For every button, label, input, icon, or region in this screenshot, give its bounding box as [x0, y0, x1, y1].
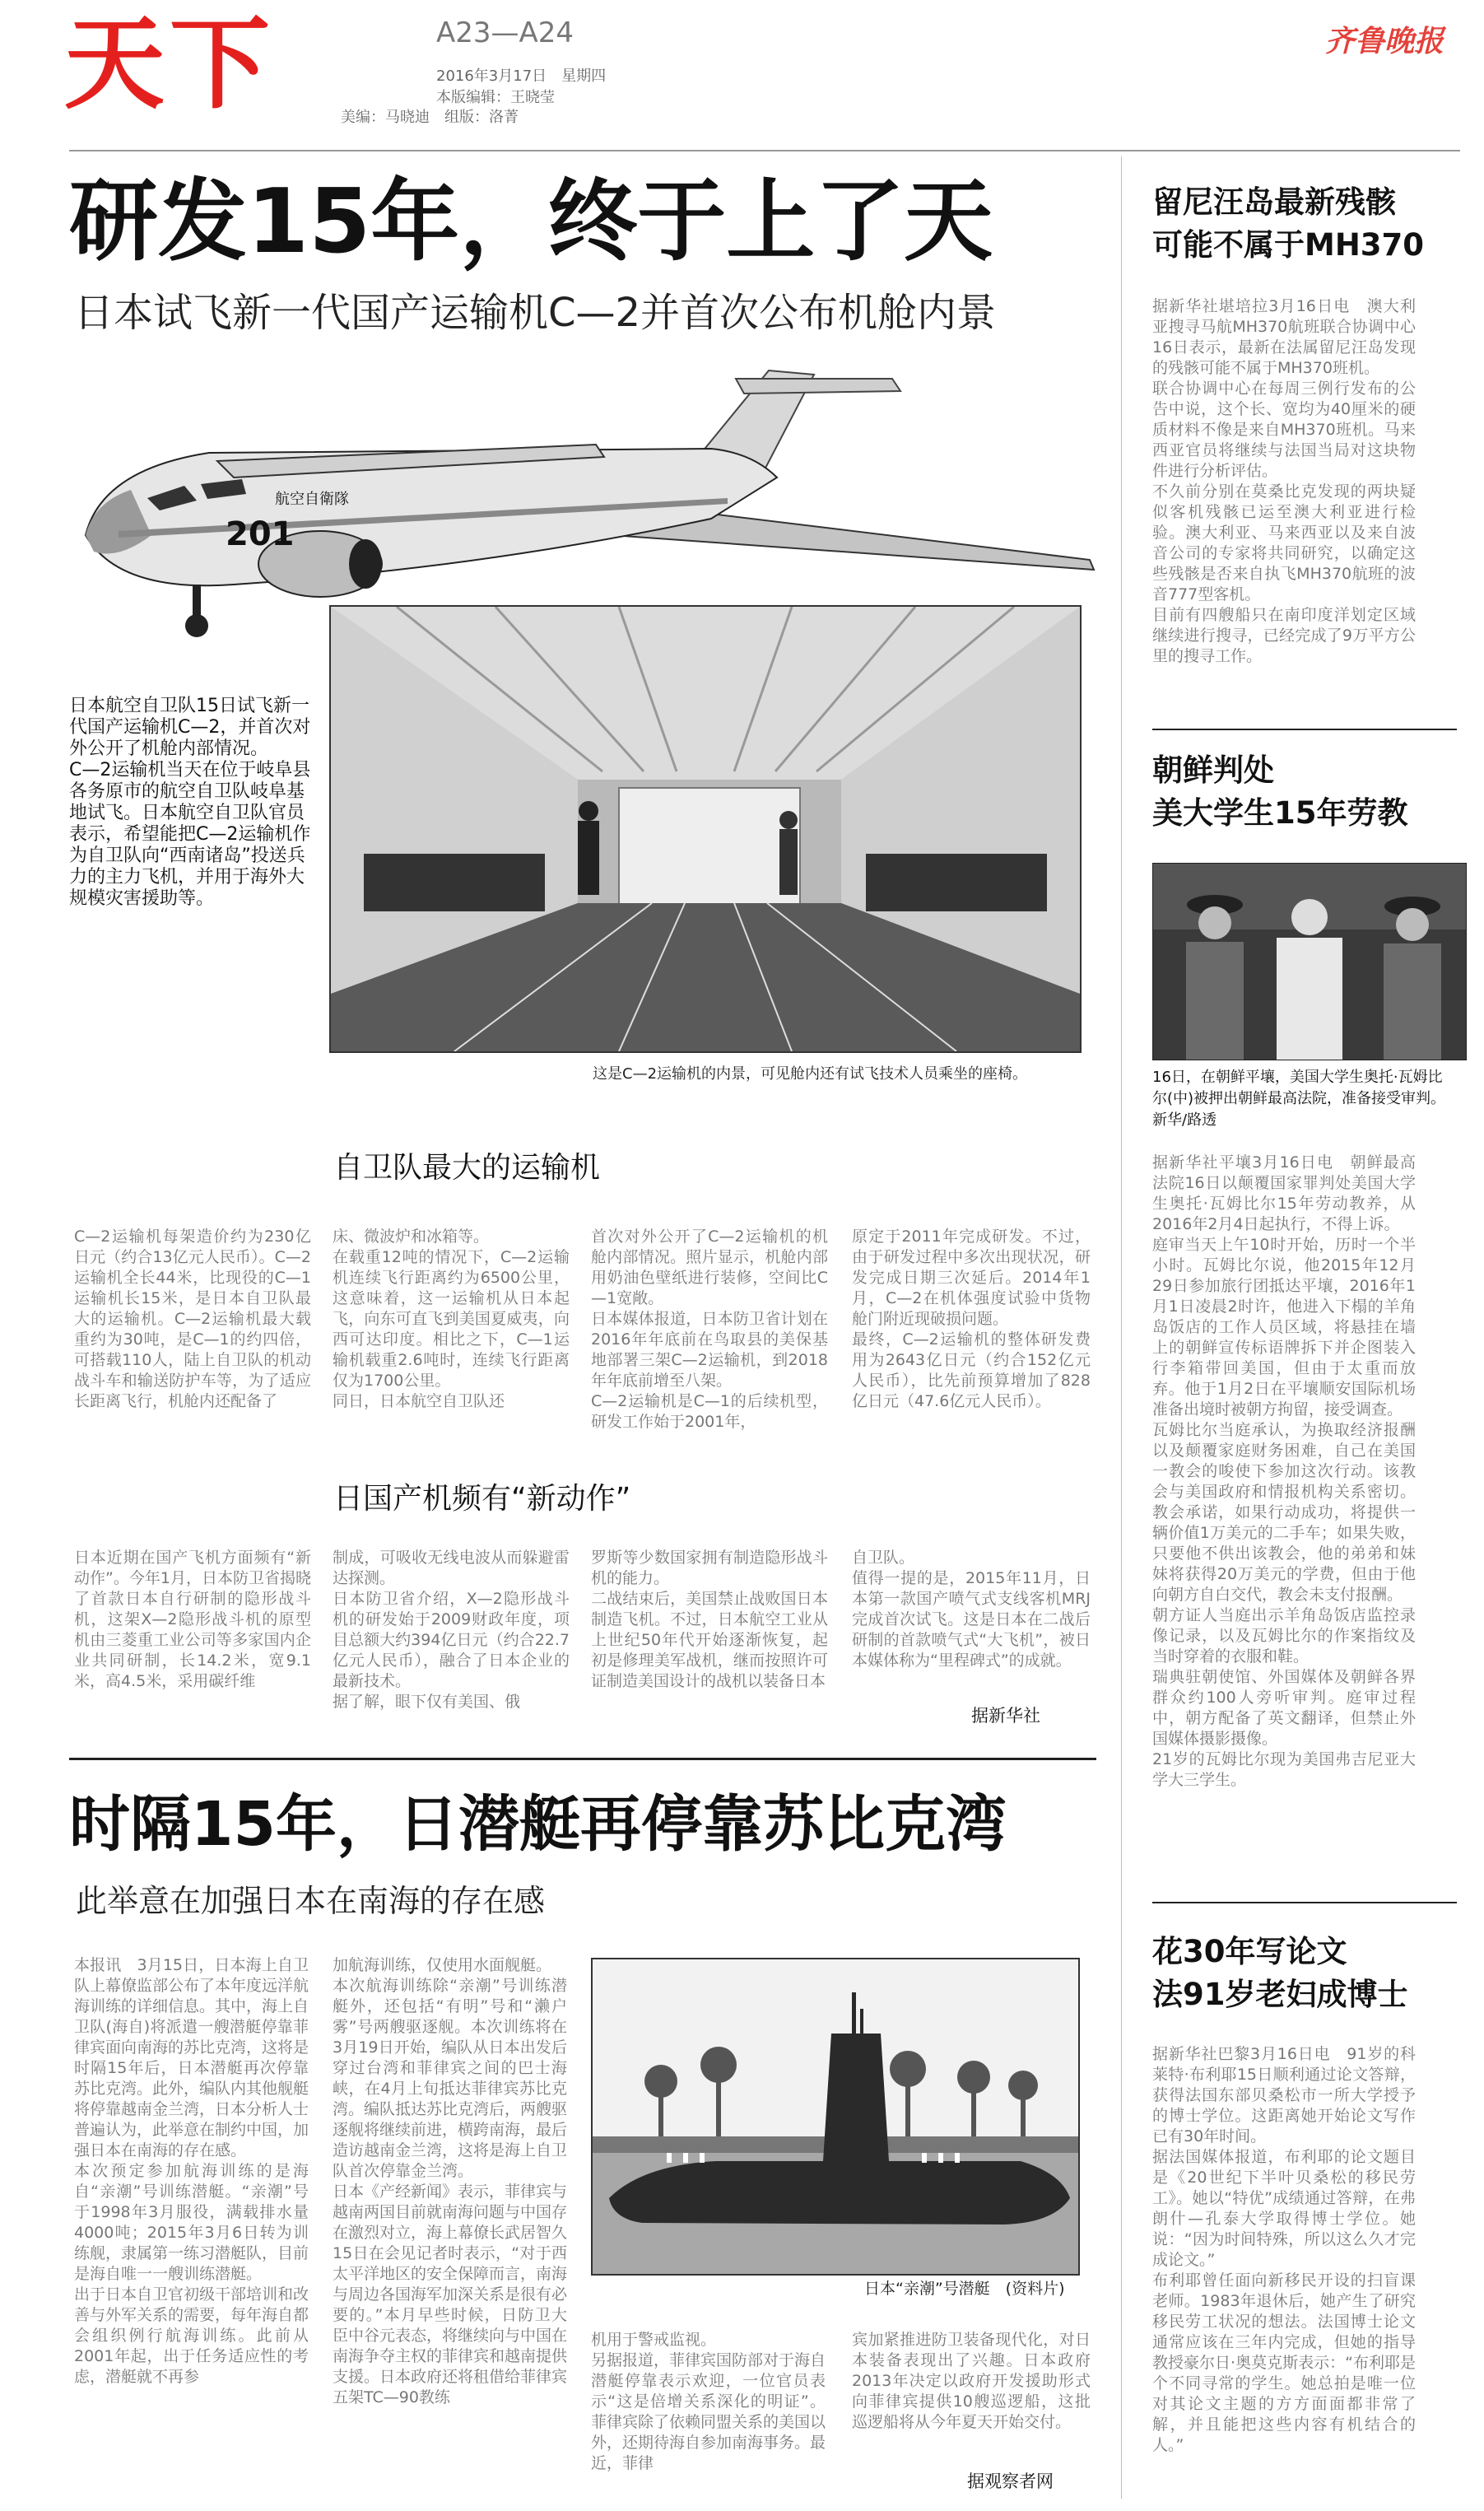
lead-source: 据新华社: [971, 1706, 1040, 1726]
lead-section2-heading: 日国产机频有“新动作”: [333, 1482, 631, 1516]
masthead: [0, 0, 1484, 148]
sidebar-rule-1: [1152, 729, 1457, 730]
sidebar-divider: [1121, 156, 1122, 2499]
lead-photo-caption: 这是C—2运输机的内景，可见舱内还有试飞技术人员乘坐的座椅。: [593, 1065, 1028, 1083]
trial-photo: [1152, 863, 1467, 1060]
sidebar-item-north-korea: [1152, 749, 1457, 835]
sidebar-phd-body: 据新华社巴黎3月16日电 91岁的科莱特·布利耶15日顺利通过论文答辩，获得法国东部贝桑松市一所大学授予的博士学位。这距离她开始论文写作已有30年时间。 据法国媒体报道，布利耶的论文题目是《20世纪下半叶贝桑松的移民劳工》。她以“特优”成绩通过答辩，在弗朗什—孔泰大学取得博士学位。她说：“因为时间特殊，所以这么久才完成论文。” 布利耶曾任面向新移民开设的扫盲课老师。1983年退休后，她产生了研究移民劳工状况的想法。法国博士论文通常应该在三年内完成，但她的指导教授豪尔日·奥莫克斯表示：“布利耶是个不同寻常的学生。她总拍是唯一位对其论文主题的方方面面都非常了解，并且能把这些内容有机结合的人。”: [1152, 2045, 1416, 2454]
sidebar-title-line: 美大学生15年劳教: [1152, 795, 1408, 831]
lead-section1-heading: 自卫队最大的运输机: [333, 1151, 601, 1185]
sidebar-mh370-body: 据新华社堪培拉3月16日电 澳大利亚搜寻马航MH370航班联合协调中心16日表示，最新在法属留尼汪岛发现的残骸可能不属于MH370班机。 联合协调中心在每周三例行发布的公告中说，这个长、宽均为40厘米的硬质材料不像是来自MH370班机。马来西亚官员将继续与法国当局对这块物件进行分析评估。 不久前分别在莫桑比克发现的两块疑似客机残骸已运至澳大利亚进行检验。澳大利亚、马来西亚以及来自波音公司的专家将共同研究，以确定这些残骸是否来自执飞MH370航班的波音777型客机。 目前有四艘船只在南印度洋划定区域继续进行搜寻，已经完成了9万平方公里的搜寻工作。: [1152, 297, 1416, 665]
sub-col1: 本报讯 3月15日，日本海上自卫队上幕僚监部公布了本年度远洋航海训练的详细信息。其中，海上自卫队(海自)将派遣一艘潜艇停靠菲律宾面向南海的苏比克湾，这将是时隔15年后，日本潜艇再次停靠苏比克湾。此外，编队内其他舰艇将停靠越南金兰湾，日本分析人士普遍认为，此举意在制约中国，加强日本在南海的存在感。 本次预定参加航海训练的是海自“亲潮”号训练潜艇。“亲潮”号于1998年3月服役，满载排水量4000吨；2015年3月6日转为训练舰，隶属第一练习潜艇队，目前是海自唯一一艘训练潜艇。 出于日本自卫官初级干部培训和改善与外军关系的需要，每年海自都会组织例行航海训练。此前从2001年起，出于任务适应性的考虑，潜艇就不再参: [74, 1956, 309, 2386]
lead-section2-col4: 自卫队。 值得一提的是，2015年11月，日本第一款国产喷气式支线客机MRJ完成首次试飞。这是日本在二战后研制的首款喷气式“大飞机”，被日本媒体称为“里程碑式”的成就。: [852, 1549, 1091, 1670]
design-credit: 美编：马晓迪 组版：洛菁: [341, 109, 519, 126]
lead-section2-col2: 制成，可吸收无线电波从而躲避雷达探测。 日本防卫省介绍，X—2隐形战斗机的研发始于2009财政年度，项目总额大约394亿日元（约合22.7亿元人民币），融合了日本企业的最新技术。 据了解，眼下仅有美国、俄: [333, 1549, 570, 1711]
sidebar-title-line: 花30年写论文: [1152, 1934, 1347, 1969]
sub-col2: 加航海训练，仅使用水面舰艇。 本次航海训练除“亲潮”号训练潜艇外，还包括“有明”号和“濑户雾”号两艘驱逐舰。本次训练将在3月19日开始，编队从日本出发后穿过台湾和菲律宾之间的巴士海峡，在4月上旬抵达菲律宾苏比克湾。编队抵达苏比克湾后，两艘驱逐舰将继续前进，横跨南海，最后造访越南金兰湾，这将是海上自卫队首次停靠金兰湾。 日本《产经新闻》表示，菲律宾与越南两国目前就南海问题与中国存在激烈对立，海上幕僚长武居智久15日在会见记者时表示，“对于西太平洋地区的安全保障而言，南海与周边各国海军加深关系是很有必要的。”本月早些时候，日防卫大臣中谷元表态，将继续向与中国在南海争夺主权的菲律宾和越南提供支援。日本政府还将租借给菲律宾五架TC—90教练: [333, 1956, 567, 2406]
lead-section1-col4: 原定于2011年完成研发。不过，由于研发过程中多次出现状况，研发完成日期三次延后。2014年1月，C—2在机体强度试验中货物舱门附近现破损问题。 最终，C—2运输机的整体研发费用为2643亿日元（约合152亿元人民币），比先前预算增加了828亿日元（47.6亿元人民币）。: [852, 1228, 1091, 1410]
sidebar-north-korea-body: 据新华社平壤3月16日电 朝鲜最高法院16日以颠覆国家罪判处美国大学生奥托·瓦姆比尔15年劳动教养，从2016年2月4日起执行，不得上诉。 庭审当天上午10时开始，历时一个半小时。瓦姆比尔说，他2015年12月29日参加旅行团抵达平壤，2016年1月1日凌晨2时许，他进入下榻的羊角岛饭店的工作人员区域，将悬挂在墙上的朝鲜宣传标语牌拆下并企图装入行李箱带回美国，但由于太重而放弃。他于1月2日在平壤顺安国际机场准备出境时被朝方拘留，接受调查。 瓦姆比尔当庭承认，为换取经济报酬以及颠覆家庭财务困难，自己在美国一教会的唆使下参加这次行动。该教会与美国政府和情报机构关系密切。教会承诺，如果行动成功，将提供一辆价值1万美元的二手车；如果失败，只要他不供出该教会，他的弟弟和妹妹将获得20万美元的学费，但由于他向朝方自白交代，教会未支付报酬。 朝方证人当庭出示羊角岛饭店监控录像记录，以及瓦姆比尔的作案指纹及当时穿着的衣服和鞋。 瑞典驻朝使馆、外国媒体及朝鲜各界群众约100人旁听审判。庭审过程中，朝方配备了英文翻译，但禁止外国媒体摄影摄像。 21岁的瓦姆比尔现为美国弗吉尼亚大学大三学生。: [1152, 1153, 1416, 1789]
lead-section2-col3: 罗斯等少数国家拥有制造隐形战斗机的能力。 二战结束后，美国禁止战败国日本制造飞机。不过，日本航空工业从上世纪50年代开始逐渐恢复，起初是修理美军战机，继而按照许可证制造美国设计的战机以装备日本: [591, 1549, 828, 1690]
lead-bottom-rule: [69, 1758, 1096, 1760]
page-range: A23—A24: [436, 16, 575, 49]
sidebar-title-line: 法91岁老妇成博士: [1152, 1977, 1408, 2012]
issue-date: 2016年3月17日 星期四: [436, 68, 607, 85]
aircraft-tail-number: 201: [226, 515, 295, 553]
aircraft-side-text: 航空自衛隊: [275, 491, 349, 508]
submarine-photo: [591, 1958, 1080, 2276]
sidebar-title-line: 朝鲜判处: [1152, 752, 1274, 788]
submarine-drawing: [593, 1959, 1078, 2274]
sub-tail-col2: 宾加紧推进防卫装备现代化，对日本装备表现出了兴趣。日本政府2013年决定以政府开发援助形式向菲律宾提供10艘巡逻船，这批巡逻船将从今年夏天开始交付。: [852, 2331, 1091, 2431]
trial-photo-caption: 16日，在朝鲜平壤，美国大学生奥托·瓦姆比尔(中)被押出朝鲜最高法院，准备接受审判。 新华/路透: [1152, 1069, 1454, 1129]
lead-section1-col3: 首次对外公开了C—2运输机的机舱内部情况。照片显示，机舱内部用奶油色壁纸进行装修，空间比C—1宽敞。 日本媒体报道，日本防卫省计划在2016年年底前在鸟取县的美保基地部署三架C—2运输机，到2018年年底前增至八架。 C—2运输机是C—1的后续机型，研发工作始于2001年，: [591, 1228, 828, 1431]
editor-credit: 本版编辑：王晓莹: [436, 89, 555, 106]
sub-tail-col1: 机用于警戒监视。 另据报道，菲律宾国防部对于海自潜艇停靠表示欢迎，一位官员表示“这是倍增关系深化的明证”。菲律宾除了依赖同盟关系的美国以外，还期待海自参加南海事务。最近，菲律: [591, 2331, 826, 2472]
paper-name-logo: 齐鲁晚报: [1325, 24, 1444, 58]
sidebar-item-mh370: [1152, 181, 1449, 267]
lead-subhead: 日本试飞新一代国产运输机C—2并首次公布机舱内景: [74, 290, 997, 336]
trial-drawing: [1153, 864, 1466, 1060]
cabin-interior-drawing: [331, 607, 1080, 1051]
sidebar-title-line: 可能不属于MH370: [1152, 227, 1425, 263]
lead-section1-col2: 床、微波炉和冰箱等。 在载重12吨的情况下，C—2运输机连续飞行距离约为6500公里，这意味着，这一运输机从日本起飞，向东可直飞到美国夏威夷，向西可达印度。相比之下，C—1运输机载重2.6吨时，连续飞行距离仅为1700公里。 同日，日本航空自卫队还: [333, 1228, 570, 1410]
lead-section1-col1: C—2运输机每架造价约为230亿日元（约合13亿元人民币）。C—2运输机全长44米，比现役的C—1运输机长15米，是日本自卫队最大的运输机。C—2运输机最大载重约为30吨，是C—1的约四倍，可搭载110人，陆上自卫队的机动战斗车和输送防护车等，为了适应长距离飞行，机舱内还配备了: [74, 1228, 311, 1410]
sidebar-item-phd: [1152, 1931, 1457, 2016]
sidebar-title-line: 留尼汪岛最新残骸: [1152, 184, 1396, 220]
lead-headline: 研发15年，终于上了天: [69, 170, 993, 273]
masthead-divider: [69, 150, 1460, 151]
sidebar-rule-2: [1152, 1902, 1457, 1903]
sub-headline: 时隔15年，日潜艇再停靠苏比克湾: [69, 1789, 1007, 1860]
lead-section2-col1: 日本近期在国产飞机方面频有“新动作”。今年1月，日本防卫省揭晓了首款日本自行研制的隐形战斗机，这架X—2隐形战斗机的原型机由三菱重工业公司等多家国内企业共同研制，长14.2米，宽9.1米，高4.5米，采用碳纤维: [74, 1549, 311, 1690]
submarine-photo-caption: 日本“亲潮”号潜艇 (资料片): [864, 2280, 1065, 2298]
section-title: 天下: [64, 6, 275, 123]
sub-subhead: 此举意在加强日本在南海的存在感: [76, 1883, 546, 1919]
cabin-interior-photo: [329, 605, 1082, 1053]
lead-intro: 日本航空自卫队15日试飞新一代国产运输机C—2，并首次对外公开了机舱内部情况。 C—2运输机当天在位于岐阜县各务原市的航空自卫队岐阜基地试飞。日本航空自卫队官员表示，希望能把C—2运输机作为自卫队向“西南诸岛”投送兵力的主力飞机，并用于海外大规模灾害援助等。: [69, 696, 311, 909]
sub-source: 据观察者网: [967, 2471, 1054, 2491]
